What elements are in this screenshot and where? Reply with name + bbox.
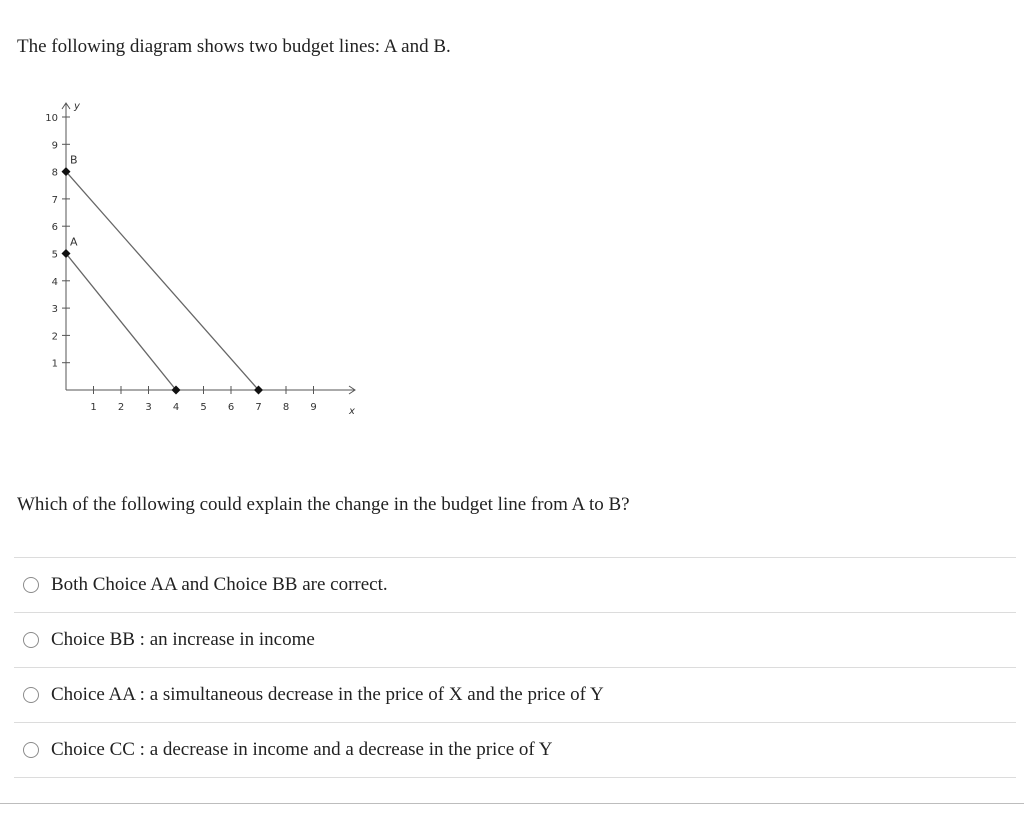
budget-line-chart: [30, 95, 370, 425]
x-tick-label: 2: [117, 402, 125, 413]
answer-option[interactable]: [14, 723, 1016, 778]
y-tick-label: 1: [51, 358, 58, 370]
radio-button[interactable]: [23, 577, 39, 593]
y-tick-label: 6: [51, 222, 58, 234]
x-tick-label: 4: [172, 402, 180, 413]
answer-option-label: Choice BB : an increase in income: [51, 629, 315, 650]
x-tick-label: 3: [145, 402, 152, 413]
x-tick-label: 6: [227, 402, 235, 413]
bottom-divider: [0, 803, 1024, 804]
question-text: Which of the following could explain the change in the budget line from A to B?: [17, 494, 630, 515]
budget-line-label-b: B: [70, 153, 78, 167]
y-tick-label: 3: [51, 304, 58, 316]
radio-button[interactable]: [23, 742, 39, 758]
y-tick-label: 7: [51, 194, 58, 206]
y-tick-label: 4: [51, 276, 58, 288]
y-tick-label: 2: [51, 331, 58, 343]
answer-option[interactable]: [14, 558, 1016, 613]
answer-choices: [14, 557, 1016, 778]
budget-line-label-a: A: [70, 235, 78, 249]
radio-button[interactable]: [23, 687, 39, 703]
answer-option[interactable]: [14, 668, 1016, 723]
y-tick-label: 10: [45, 113, 58, 124]
answer-option-label: Choice AA : a simultaneous decrease in the price of X and the price of Y: [51, 684, 604, 705]
x-tick-label: 7: [255, 402, 262, 413]
radio-button[interactable]: [23, 632, 39, 648]
y-axis-label: y: [74, 101, 80, 112]
x-tick-label: 5: [200, 402, 207, 413]
x-axis-label: x: [349, 406, 355, 417]
intro-text: The following diagram shows two budget lines: A and B.: [17, 36, 451, 57]
budget-line-b: [66, 172, 259, 390]
answer-option-label: Choice CC : a decrease in income and a decrease in the price of Y: [51, 739, 553, 760]
y-tick-label: 9: [51, 140, 58, 152]
x-tick-label: 8: [282, 402, 290, 413]
answer-option[interactable]: [14, 613, 1016, 668]
y-tick-label: 8: [51, 167, 58, 179]
x-tick-label: 1: [90, 402, 97, 413]
y-tick-label: 5: [51, 249, 58, 261]
budget-line-a: [66, 254, 176, 391]
answer-option-label: Both Choice AA and Choice BB are correct.: [51, 574, 388, 595]
x-tick-label: 9: [310, 402, 317, 413]
